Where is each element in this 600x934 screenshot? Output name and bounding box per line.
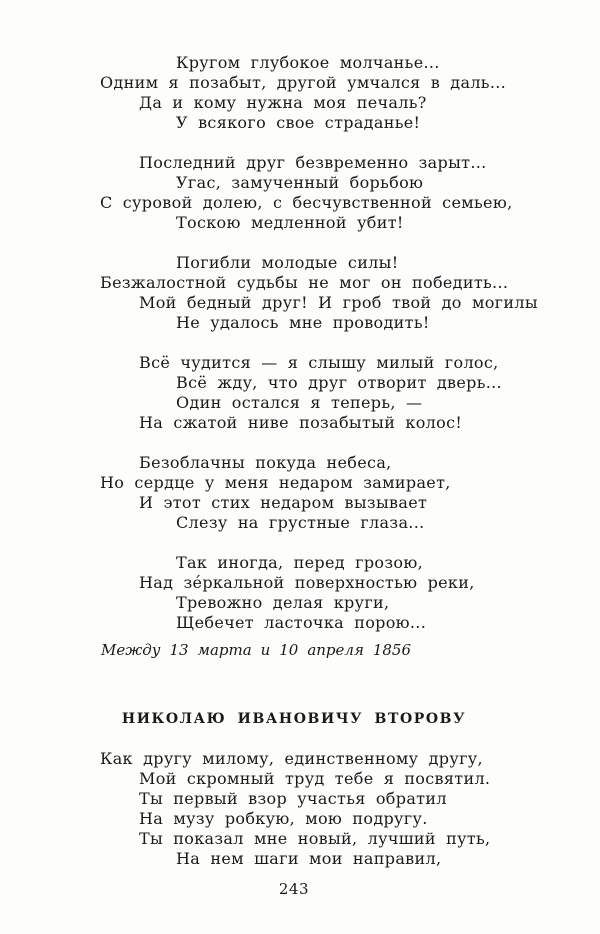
stanza — [0, 749, 600, 869]
poem-line: Тревожно делая круги, — [176, 593, 390, 612]
page-number: 243 — [278, 880, 310, 898]
poem-line: Ты первый взор участья обратил — [139, 789, 447, 808]
poem-line: У всякого свое страданье! — [176, 113, 421, 132]
poem-line: Безжалостной судьбы не мог он победить... — [100, 273, 509, 292]
poem-untitled — [0, 53, 600, 660]
poem-line: Так иногда, перед грозою, — [176, 553, 424, 572]
poem-line: Угас, замученный борьбою — [176, 173, 424, 192]
poem-line: Один остался я теперь, — — [176, 393, 423, 412]
poem-line: Но сердце у меня недаром замирает, — [100, 473, 451, 492]
stanza — [0, 53, 600, 133]
poem-line: Ты показал мне новый, лучший путь, — [139, 829, 491, 848]
poem-title: НИКОЛАЮ ИВАНОВИЧУ ВТОРОВУ — [121, 711, 467, 727]
poem-line: На нем шаги мои направил, — [176, 849, 442, 868]
poem-line: На сжатой ниве позабытый колос! — [139, 413, 463, 432]
stanza — [0, 453, 600, 533]
poem-line: Да и кому нужна моя печаль? — [139, 93, 427, 112]
poem-line: Не удалось мне проводить! — [176, 313, 430, 332]
poem-line: Одним я позабыт, другой умчался в даль... — [100, 73, 507, 92]
poem-line: Щебечет ласточка порою... — [176, 613, 427, 632]
poem-line: Последний друг безвременно зарыт... — [139, 153, 487, 172]
poem-line: Мой скромный труд тебе я посвятил. — [139, 769, 491, 788]
poem-line: Мой бедный друг! И гроб твой до могилы — [139, 293, 538, 312]
poem-line: На музу робкую, мою подругу. — [139, 809, 428, 828]
stanza — [0, 553, 600, 633]
poem-line: С суровой долею, с бесчувственной семьею, — [100, 193, 513, 212]
poem-line: Погибли молодые силы! — [176, 253, 399, 272]
poem-line: Безоблачны покуда небеса, — [139, 453, 392, 472]
poem-line: И этот стих недаром вызывает — [139, 493, 428, 512]
poem-line: Как другу милому, единственному другу, — [100, 749, 483, 768]
stanza — [0, 253, 600, 333]
poem-date: Между 13 марта и 10 апреля 1856 — [101, 641, 412, 659]
poem-line: Слезу на грустные глаза... — [176, 513, 425, 532]
stanza — [0, 353, 600, 433]
poem-line: Всё чудится — я слышу милый голос, — [139, 353, 499, 372]
stanza — [0, 153, 600, 233]
poem-line: Кругом глубокое молчанье... — [176, 53, 440, 72]
poem-line: Тоскою медленной убит! — [176, 213, 404, 232]
poem-line: Над зе́ркальной поверхностью реки, — [139, 573, 475, 592]
poem-dedication — [0, 709, 600, 869]
poem-line: Всё жду, что друг отворит дверь... — [176, 373, 502, 392]
